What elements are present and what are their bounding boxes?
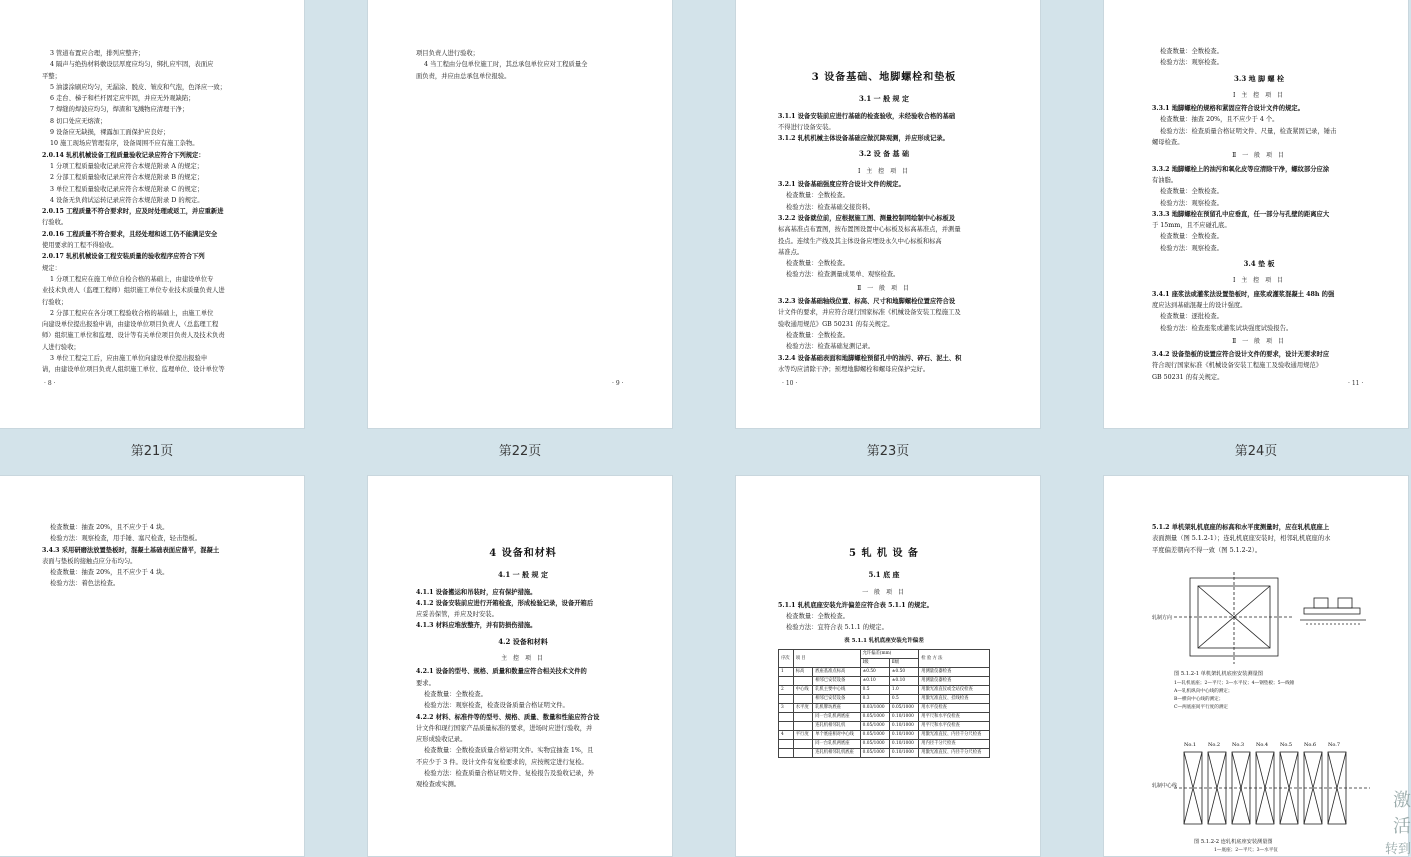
table-cell: 2: [779, 686, 794, 695]
text-line: 检查数量：全数检查。: [786, 260, 849, 268]
figure-rolling-centerline-label: 轧制中心线: [1152, 783, 1178, 789]
table-cell: 轧机牌坊底座: [813, 704, 860, 713]
table-cell: [779, 749, 794, 758]
table-row: [779, 704, 990, 713]
text-line: 5.1.1 轧机底座安装允许偏差应符合表 5.1.1 的规定。: [778, 601, 933, 609]
subsection-label: Ⅱ 一 般 项 目: [1232, 337, 1286, 345]
text-line: 9 设备应无缺损，裸露加工面保护应良好；: [50, 129, 170, 137]
text-line: 不得进行设备安装。: [778, 123, 835, 131]
text-line: 计文件和现行国家产品质量标准的要求，进场时应进行验收，并: [416, 724, 593, 732]
stand-label: No.2: [1208, 742, 1221, 748]
watermark-line-1: 激活: [1393, 790, 1411, 837]
table-cell: 0.3: [860, 695, 889, 704]
text-line: 符合现行国家标准《机械设备安装工程施工及验收通用规范》: [1152, 362, 1323, 370]
subsection-label: Ⅱ 一 般 项 目: [857, 284, 911, 292]
subsection-label: Ⅱ 一 般 项 目: [1232, 152, 1286, 160]
table-cell: 用水平仪检查: [919, 704, 990, 713]
tolerance-table: [778, 649, 990, 758]
table-cell: 0.10/1000: [889, 740, 918, 749]
table-row: [779, 686, 990, 695]
text-line: 检验方法：观察检查，用手锤、塞尺检查，轻击垫板。: [50, 535, 202, 543]
stand-label: No.6: [1304, 742, 1317, 748]
page-23-text: [778, 64, 990, 428]
table-header-cell: 序次: [779, 650, 794, 668]
text-line: 2 分部工程应在各分项工程验收合格的基础上，由施工单位: [50, 309, 214, 317]
page-26-text: [416, 540, 630, 856]
text-line: 表面测量（图 5.1.2-1）；连轧机底座安装时，相邻轧机底座的水: [1152, 535, 1331, 543]
table-cell: [779, 740, 794, 749]
text-line: 基准点。: [778, 248, 804, 256]
text-line: 表面与垫板的接触点应分布均匀。: [42, 557, 137, 565]
figure-2-note: 1—底座；2—平尺；3—水平仪: [1214, 848, 1278, 853]
table-row: [779, 749, 990, 758]
page-caption-22[interactable]: 第22页: [498, 444, 542, 459]
text-line: 4.2.2 材料、标准件等的型号、规格、质量、数量和性能应符合设: [416, 713, 600, 721]
page-21-text: [42, 48, 256, 428]
text-line: 向建设单位提出报验申请，由建设单位项目负责人（总监理工程: [42, 321, 219, 329]
stand-label: No.3: [1232, 742, 1245, 748]
table-header-cell: 检 验 方 法: [919, 650, 990, 668]
table-cell: [779, 677, 794, 686]
table-cell: 相邻已安装设备: [813, 677, 860, 686]
text-line: 3.1.2 轧机机械主体设备基础应做沉降观测，并应形成记录。: [778, 135, 949, 143]
table-cell: ±0.10: [860, 677, 889, 686]
text-line: 检查数量：全数检查。: [786, 613, 849, 621]
text-line: 3.2.2 设备就位前，应根据施工图、测量控制网绘制中心标板及: [778, 214, 956, 222]
chapter-title: 4 设备和材料: [489, 548, 557, 559]
text-line: 检验方法：检查质量合格证明文件、复检报告及验收记录，外: [424, 770, 595, 778]
text-line: 检验方法：检查基础交接资料。: [786, 203, 875, 211]
text-line: 投点。连续生产线及其主体设备应埋设永久中心标板和标高: [778, 237, 942, 245]
section-title: 3.2 设 备 基 础: [859, 149, 909, 159]
text-line: 检验方法：观察检查。: [1160, 199, 1223, 207]
table-row: [779, 740, 990, 749]
table-cell: 轧机主要中心线: [813, 686, 860, 695]
figure-2-caption: 图 5.1.2-2 连轧机底座安装测量图: [1194, 839, 1273, 845]
page-number: · 11 ·: [1348, 380, 1364, 387]
table-cell: 用激光准直仪、挂线检查: [919, 695, 990, 704]
table-cell: [793, 722, 812, 731]
text-line: 行验收；: [42, 298, 68, 306]
text-line: 4.1.3 材料应堆放整齐，并有防损伤措施。: [416, 622, 537, 630]
text-line: 4 隔声与绝热材料敷设层厚度应均匀，绑扎应牢固，表面应: [50, 61, 214, 69]
text-line: 要求。: [416, 679, 435, 687]
subsection-label: 一 般 项 目: [862, 588, 906, 596]
table-cell: 0.05/1000: [860, 749, 889, 758]
text-line: 4 当工程由分包单位施工时，其总承包单位应对工程质量全: [424, 61, 588, 69]
page-caption-21[interactable]: 第21页: [130, 444, 174, 459]
text-line: 检验方法：宜符合表 5.1.1 的规定。: [786, 624, 888, 632]
text-line: 有油脂。: [1152, 176, 1178, 184]
text-line: 请，由建设单位项目负责人组织施工单位、监理单位、设计单位等: [42, 366, 225, 374]
table-header-cell: Ⅱ级: [889, 659, 918, 668]
text-line: 于 15mm，且不应碰孔底。: [1152, 222, 1231, 230]
text-line: 10 施工现场应管理有序，设备周围不应有施工杂物。: [50, 140, 199, 148]
text-line: 检验方法：观察检查。: [1160, 59, 1223, 67]
table-cell: [779, 722, 794, 731]
text-line: 4.1.1 设备搬运和吊装时，应有保护措施。: [416, 588, 537, 596]
text-line: 3 管道布置应合理，排列应整齐；: [50, 50, 145, 57]
text-line: 2.0.14 轧机机械设备工程质量验收记录应符合下列规定：: [42, 151, 205, 159]
table-cell: 标高: [793, 668, 812, 677]
text-line: 1—轧机底座；2—平尺；3—水平仪；4—钢垫板；5—线锤: [1174, 681, 1295, 686]
text-line: 3.3.3 地脚螺栓在预留孔中应垂直，任一部分与孔壁的距离应大: [1152, 210, 1330, 218]
table-cell: 用测量仪器检查: [919, 668, 990, 677]
table-cell: 0.05/1000: [860, 722, 889, 731]
text-line: 3.2.3 设备基础轴线位置、标高、尺寸和地脚螺栓位置应符合设: [778, 298, 956, 306]
page-caption-24[interactable]: 第24页: [1234, 444, 1278, 459]
figure-1-caption: 图 5.1.2-1 单机架轧机底座安装测量图: [1174, 671, 1263, 677]
table-cell: [779, 695, 794, 704]
table-cell: ±0.50: [860, 668, 889, 677]
table-cell: 0.10/1000: [889, 749, 918, 758]
text-line: 4.2.1 设备的型号、规格、质量和数量应符合相关技术文件的: [416, 668, 587, 676]
text-line: 行验收。: [42, 219, 68, 227]
page-25-text: [42, 522, 256, 856]
table-cell: 0.03/1000: [860, 704, 889, 713]
text-line: 检验方法：着色法检查。: [50, 580, 120, 588]
text-line: 4.1.2 设备安装前应进行开箱检查，形成检验记录，设备开箱后: [416, 599, 594, 607]
table-row: [779, 668, 990, 677]
text-line: 平度偏差朝向不得一致（图 5.1.2-2）。: [1152, 546, 1262, 554]
subsection-label: Ⅰ 主 控 项 目: [858, 167, 910, 175]
section-title: 4.1 一 般 规 定: [498, 570, 548, 580]
text-line: 业技术负责人（监理工程师）组织施工单位专业技术质量负责人进: [42, 287, 225, 295]
text-line: 面负责，并应由总承包单位报验。: [416, 72, 511, 80]
table-cell: 0.05/1000: [860, 713, 889, 722]
text-line: 检验方法：观察检查。: [1160, 244, 1223, 252]
text-line: 规定：: [42, 264, 61, 272]
table-row: [779, 722, 990, 731]
text-line: 3.4.3 采用研磨法放置垫板时，混凝土基础表面应凿平，混凝土: [42, 546, 220, 554]
table-cell: 连轧机相邻轧机: [813, 722, 860, 731]
table-cell: 用平尺和水平仪检查: [919, 713, 990, 722]
text-line: 1 分项工程质量验收记录应符合本规范附录 A 的规定；: [50, 162, 204, 170]
text-line: 检验方法：检查基础复测记录。: [786, 343, 875, 351]
table-cell: 3: [779, 704, 794, 713]
table-cell: 用内径千分尺检查: [919, 740, 990, 749]
text-line: 检查数量：抽查 20%，且不应少于 4 块。: [50, 569, 169, 577]
table-cell: 相邻已安装设备: [813, 695, 860, 704]
table-cell: 用激光准直仪、内径千分尺检查: [919, 731, 990, 740]
text-line: 平整；: [42, 72, 61, 80]
text-line: 8 切口处应无熔渣；: [50, 117, 107, 125]
text-line: 螺母检查。: [1152, 139, 1184, 147]
text-line: 3.3.2 地脚螺栓上的油污和氧化皮等应清除干净，螺纹部分应涂: [1152, 165, 1330, 173]
text-line: 检查数量：全数检查质量合格证明文件。实物宜抽查 1%，且: [424, 747, 594, 755]
table-cell: 同一台轧机两底座: [813, 740, 860, 749]
table-cell: 底座基准点标高: [813, 668, 860, 677]
text-line: 6 走台、梯子和栏杆固定应牢固，并应无外观缺陷；: [50, 95, 195, 103]
text-line: A—轧机纵向中心线的测定；: [1174, 689, 1233, 694]
table-cell: [793, 749, 812, 758]
text-line: 标高基准点布置图，按布置图设置中心标板及标高基准点，并测量: [778, 226, 961, 234]
figure-5-1-2-1: [1154, 572, 1374, 672]
subsection-label: Ⅰ 主 控 项 目: [1233, 277, 1285, 285]
table-cell: 单个底座相对中心线: [813, 731, 860, 740]
text-line: 3.2.4 设备基础表面和地脚螺栓预留孔中的油污、碎石、泥土、积: [778, 354, 962, 362]
section-title: 4.2 设备和材料: [498, 636, 548, 646]
table-cell: [793, 677, 812, 686]
table-cell: 0.10/1000: [889, 713, 918, 722]
text-line: 1 分项工程应在施工单位自检合格的基础上，由建设单位专: [50, 275, 214, 283]
text-line: GB 50231 的有关规定。: [1152, 373, 1224, 381]
page-27-text: [778, 540, 990, 856]
text-line: 应形成验收记录。: [416, 736, 467, 744]
table-cell: [793, 695, 812, 704]
text-line: 3.4.2 设备垫板的设置应符合设计文件的要求，设计无要求时应: [1152, 351, 1330, 359]
text-line: 2.0.15 工程质量不符合要求时，应及时处理或返工，并应重新进: [42, 208, 224, 216]
table-title: 表 5.1.1 轧机底座安装允许偏差: [844, 637, 924, 644]
text-line: 4 设备无负荷试运转记录应符合本规范附录 D 的规定。: [50, 196, 204, 204]
page-22-text: [416, 48, 630, 428]
text-line: 5.1.2 单机架轧机底座的标高和水平度测量时，应在轧机底座上: [1152, 524, 1330, 531]
text-line: 3.4.1 座浆法或灌浆法设置垫板时，座浆或灌浆混凝土 48h 的强: [1152, 290, 1335, 298]
table-cell: 水平度: [793, 704, 812, 713]
text-line: 人进行验收；: [42, 343, 80, 351]
text-line: B—横向中心线的测定；: [1174, 697, 1224, 702]
table-cell: 1.0: [889, 686, 918, 695]
page-25[interactable]: [0, 476, 304, 856]
page-27[interactable]: [736, 476, 1040, 856]
subsection-label: Ⅰ 主 控 项 目: [1233, 91, 1285, 99]
stand-label: No.4: [1256, 742, 1269, 748]
figure-5-1-2-2: [1174, 738, 1374, 838]
text-line: 检验方法：观察检查，检查设备质量合格证明文件。: [424, 702, 569, 710]
page-number: · 8 ·: [44, 380, 56, 387]
table-header-cell: Ⅰ级: [860, 659, 889, 668]
table-row: [779, 695, 990, 704]
text-line: 3 单位工程质量验收记录应符合本规范附录 C 的规定；: [50, 185, 204, 193]
table-cell: 0.10/1000: [889, 722, 918, 731]
table-row: [779, 677, 990, 686]
text-line: 检查数量：全数检查。: [424, 690, 487, 698]
text-line: 项目负责人进行验收；: [416, 50, 479, 57]
stand-label: No.5: [1280, 742, 1293, 748]
table-cell: 用激光准直仪、内径千分尺检查: [919, 749, 990, 758]
page-22[interactable]: [368, 0, 672, 428]
watermark-line-2: 转到: [1384, 842, 1411, 857]
text-line: 检查数量：全数检查。: [786, 192, 849, 200]
text-line: 2.0.16 工程质量不符合要求，且经处理和返工仍不能满足安全: [42, 230, 218, 238]
figure-1-notes: [1174, 680, 1294, 712]
text-line: 检查数量：全数检查。: [1160, 48, 1223, 55]
page-26[interactable]: [368, 476, 672, 856]
text-line: 师）组织施工单位和监理、设计等有关单位项目负责人及技术负责: [42, 332, 225, 340]
page-28[interactable]: [1104, 476, 1408, 856]
table-header-cell: 允许偏差(mm): [860, 650, 919, 659]
table-cell: 0.10/1000: [889, 731, 918, 740]
table-cell: 1: [779, 668, 794, 677]
table-cell: [779, 713, 794, 722]
table-cell: 4: [779, 731, 794, 740]
table-cell: 用测量仪器检查: [919, 677, 990, 686]
table-header-row: [779, 650, 990, 659]
section-title: 3.1 一 般 规 定: [859, 94, 909, 104]
figure-rolling-direction-label: 轧制方向: [1152, 615, 1173, 621]
text-line: 3.1.1 设备安装前应进行基础的检查验收，未经验收合格的基础: [778, 112, 956, 120]
table-cell: 平行度: [793, 731, 812, 740]
text-line: 水等均应清除干净；预埋地脚螺栓和螺母应保护完好。: [778, 365, 930, 373]
text-line: 检查数量：全数检查。: [1160, 188, 1223, 196]
text-line: 检验方法：检查座浆或灌浆试块强度试验报告。: [1160, 324, 1293, 332]
table-cell: ±0.10: [889, 677, 918, 686]
page-24-text: [1152, 46, 1366, 428]
text-line: 2.0.17 轧机机械设备工程安装质量的验收程序应符合下列: [42, 253, 205, 261]
page-number: · 9 ·: [612, 380, 624, 387]
text-line: C—两底座间平行度的测定: [1174, 705, 1229, 710]
chapter-title: 5 轧 机 设 备: [849, 548, 919, 559]
text-line: 5 油漆涂刷应均匀，无漏涂、脱皮、皱皮和气泡，色泽应一致；: [50, 83, 227, 91]
table-cell: 0.5: [860, 686, 889, 695]
text-line: 3 单位工程完工后，应由施工单位向建设单位提出报验申: [50, 355, 208, 363]
table-cell: 连轧机相邻轧机底座: [813, 749, 860, 758]
text-line: 3.2.1 设备基础强度应符合设计文件的规定。: [778, 181, 905, 189]
section-title: 3.3 地 脚 螺 栓: [1234, 73, 1284, 83]
text-line: 检查数量：抽查 20%，且不应少于 4 块。: [50, 524, 169, 531]
text-line: 度应达到基础混凝土的设计强度。: [1152, 301, 1247, 309]
activation-watermark: [1381, 786, 1411, 857]
text-line: 观检查或实测。: [416, 781, 461, 789]
page-24[interactable]: [1104, 0, 1408, 428]
table-cell: 0.05/1000: [860, 740, 889, 749]
text-line: 2 分部工程质量验收记录应符合本规范附录 B 的规定；: [50, 174, 204, 182]
table-header-cell: 项 目: [793, 650, 860, 668]
text-line: 使用要求的工程不得验收。: [42, 242, 118, 250]
text-line: 7 焊缝的焊波应均匀，焊渣和飞溅物应清理干净；: [50, 106, 189, 114]
table-cell: 0.5: [889, 695, 918, 704]
text-line: 检查数量：全数检查。: [1160, 233, 1223, 241]
text-line: 检查数量：全数检查。: [786, 331, 849, 339]
text-line: 检验方法：检查质量合格证明文件、尺量，检查紧固记录，锤击: [1160, 127, 1337, 135]
chapter-title: 3 设备基础、地脚螺栓和垫板: [811, 72, 957, 83]
text-line: 检查数量：抽查 20%，且不应少于 4 个。: [1160, 116, 1279, 124]
table-row: [779, 731, 990, 740]
table-cell: ±0.50: [889, 668, 918, 677]
section-title: 3.4 垫 板: [1243, 259, 1275, 269]
table-cell: 0.05/1000: [860, 731, 889, 740]
table-cell: [793, 713, 812, 722]
text-line: 不应少于 3 件。设计文件有复检要求的，应按规定进行复检。: [416, 758, 588, 766]
table-cell: 中心线: [793, 686, 812, 695]
text-line: 应妥善保管，并应及时安装。: [416, 611, 498, 619]
page-number: · 10 ·: [782, 380, 798, 387]
text-line: 3.3.1 地脚螺栓的规格和紧固应符合设计文件的规定。: [1152, 105, 1304, 113]
section-title: 5.1 底 座: [868, 570, 900, 580]
page-23[interactable]: [736, 0, 1040, 428]
page-caption-23[interactable]: 第23页: [866, 444, 910, 459]
table-cell: 0.05/1000: [889, 704, 918, 713]
page-21[interactable]: [0, 0, 304, 428]
table-row: [779, 713, 990, 722]
text-line: 检查数量：逐批检查。: [1160, 313, 1223, 321]
stand-label: No.7: [1328, 742, 1341, 748]
table-cell: [793, 740, 812, 749]
subsection-label: 主 控 项 目: [501, 655, 545, 663]
text-line: 检验方法：检查测量成果单、观察检查。: [786, 271, 900, 279]
table-cell: 用激光准直仪或全站仪检查: [919, 686, 990, 695]
table-cell: 用平尺和水平仪检查: [919, 722, 990, 731]
stand-label: No.1: [1184, 742, 1197, 748]
text-line: 验收通用规范》GB 50231 的有关规定。: [778, 320, 894, 328]
text-line: 计文件的要求，并应符合现行国家标准《机械设备安装工程施工及: [778, 309, 961, 317]
table-cell: 同一台轧机两底座: [813, 713, 860, 722]
